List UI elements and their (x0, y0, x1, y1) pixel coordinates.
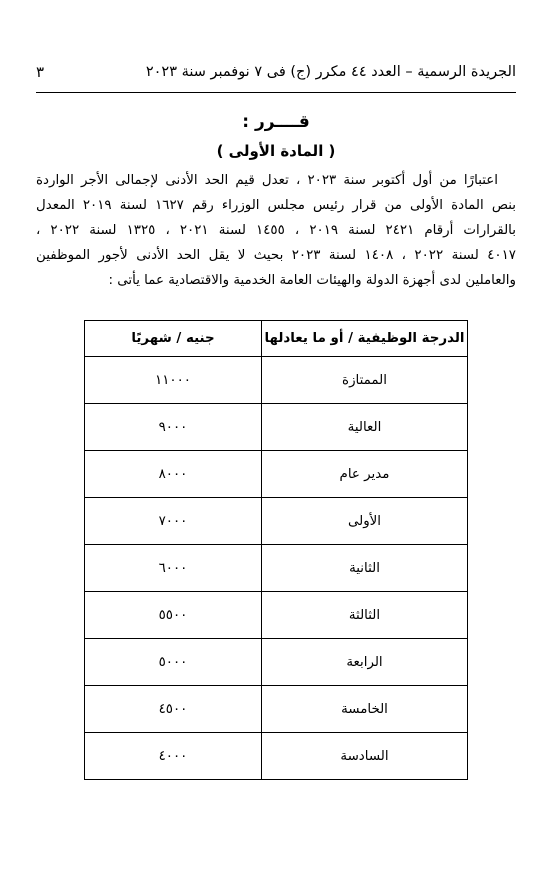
paragraph-line: ٤٠١٧ لسنة ٢٠٢٢ ، ١٤٠٨ لسنة ٢٠٢٣ بحيث لا يقل الحد الأدنى لأجور الموظفين (36, 248, 516, 263)
grade-cell: الخامسة (262, 686, 468, 733)
paragraph-line: والعاملين لدى أجهزة الدولة والهيئات العامة الخدمية والاقتصادية عما يأتى : (108, 273, 516, 288)
grade-cell: الرابعة (262, 639, 468, 686)
wage-cell: ٧٠٠٠ (85, 498, 262, 545)
grade-cell: مدير عام (262, 451, 468, 498)
wage-cell: ٩٠٠٠ (85, 404, 262, 451)
paragraph-line: اعتبارًا من أول أكتوبر سنة ٢٠٢٣ ، تعدل قيم الحد الأدنى لإجمالى الأجر الواردة (36, 173, 498, 188)
wage-cell: ٤٥٠٠ (85, 686, 262, 733)
table-row (85, 545, 468, 592)
wage-cell: ٦٠٠٠ (85, 545, 262, 592)
page-header (36, 60, 516, 84)
grade-cell: العالية (262, 404, 468, 451)
wage-column-header: جنيه / شهريًا (85, 321, 262, 357)
table-row (85, 733, 468, 780)
paragraph-line: بالقرارات أرقام ٢٤٢١ لسنة ٢٠١٩ ، ١٤٥٥ لسنة ٢٠٢١ ، ١٣٢٥ لسنة ٢٠٢٢ ، (36, 223, 516, 238)
article-paragraph (36, 168, 516, 293)
table-row (85, 639, 468, 686)
grade-cell: الممتازة (262, 357, 468, 404)
grade-cell: الثانية (262, 545, 468, 592)
table-row (85, 592, 468, 639)
gazette-title: الجريدة الرسمية – العدد ٤٤ مكرر (ج) فى ٧ نوفمبر سنة ٢٠٢٣ (145, 64, 516, 80)
table-row (85, 404, 468, 451)
paragraph-line: بنص المادة الأولى من قرار رئيس مجلس الوزراء رقم ١٦٢٧ لسنة ٢٠١٩ المعدل (36, 198, 516, 213)
grade-cell: الأولى (262, 498, 468, 545)
table-row (85, 686, 468, 733)
wage-cell: ٥٥٠٠ (85, 592, 262, 639)
grade-cell: السادسة (262, 733, 468, 780)
wage-cell: ١١٠٠٠ (85, 357, 262, 404)
page-number: ٣ (36, 63, 45, 81)
table-row (85, 498, 468, 545)
decision-heading: قــــرر : (242, 112, 310, 132)
wage-table (84, 320, 468, 780)
table-row (85, 451, 468, 498)
table-row (85, 357, 468, 404)
header-rule (36, 92, 516, 93)
wage-cell: ٥٠٠٠ (85, 639, 262, 686)
grade-column-header: الدرجة الوظيفية / أو ما يعادلها (262, 321, 468, 357)
wage-cell: ٤٠٠٠ (85, 733, 262, 780)
article-heading: ( المادة الأولى ) (216, 142, 336, 160)
table-header-row (85, 321, 468, 357)
wage-cell: ٨٠٠٠ (85, 451, 262, 498)
grade-cell: الثالثة (262, 592, 468, 639)
